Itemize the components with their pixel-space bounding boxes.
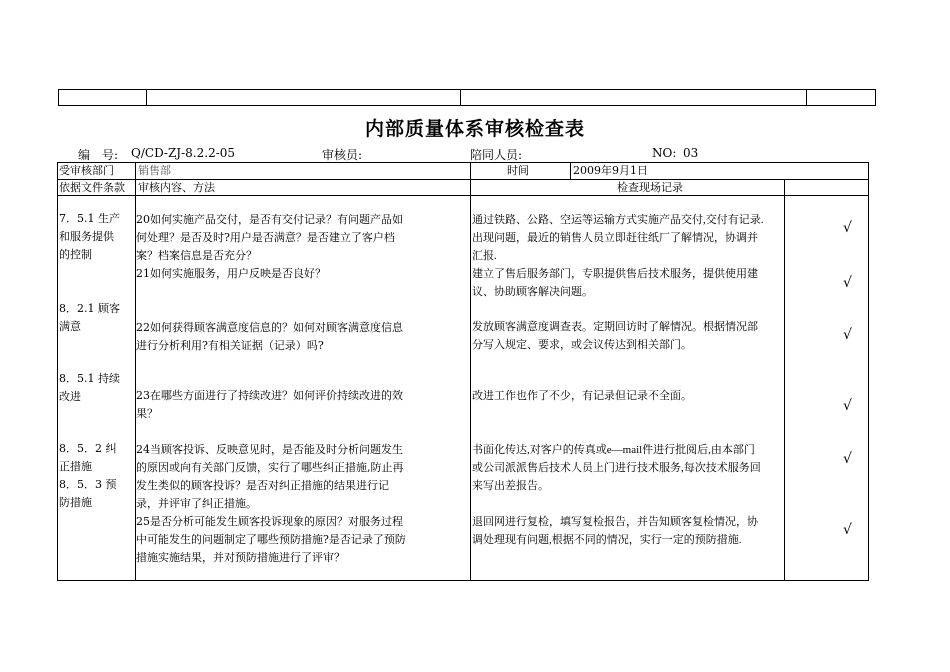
check-mark: √: [843, 398, 852, 414]
header-bar: [58, 89, 876, 106]
header-content: 审核内容、方法: [138, 181, 215, 194]
code-value: Q/CD-ZJ-8.2.2-05: [131, 146, 236, 160]
question-20: 20如何实施产品交付，是否有交付记录？有问题产品如 何处理？是否及时?用户是否满意？是否建立了客户档 案？档案信息是否充分？ 21如何实施服务，用户反映是否良好？: [136, 211, 470, 283]
header-bar-divider: [806, 90, 807, 105]
question-24: 24当顾客投诉、反映意见时，是否能及时分析问题发生 的原因或向有关部门反馈，实行了哪些纠正措施,防止再 发生类似的顾客投诉？是否对纠正措施的结果进行记 录，并评审了纠正措施。: [136, 443, 404, 510]
no-value: 03: [683, 146, 699, 160]
check-mark: √: [843, 522, 852, 538]
record-1: 通过铁路、公路、空运等运输方式实施产品交付,交付有记录. 出现问题，最近的销售人员立即赶往纸厂了解情况，协调并 汇报.: [472, 214, 764, 262]
check-mark: √: [843, 275, 852, 291]
table-rule: [57, 195, 869, 196]
table-rule: [57, 179, 869, 180]
check-mark: √: [843, 451, 852, 467]
header-bar-divider: [146, 90, 147, 105]
check-mark: √: [843, 327, 852, 343]
table-rule: [570, 162, 571, 179]
time-value: 2009年9月1日: [573, 164, 648, 177]
companion-label: 陪同人员:: [470, 148, 523, 162]
question-23: 23在哪些方面进行了持续改进？如何评价持续改进的效 果？: [136, 389, 403, 420]
clause-8-5-2-3: 8．5．2 纠 正措施 8．5．3 预 防措施: [59, 442, 117, 509]
table-rule: [470, 162, 471, 580]
clause-8-5-1: 8．5.1 持续 改进: [59, 372, 120, 403]
time-label: 时间: [507, 164, 529, 177]
record-6: 退回网进行复检，填写复检报告，并告知顾客复检情况，协 调处理现有问题,根据不同的情况，实行一定的预防措施.: [472, 516, 758, 546]
table-border: [57, 580, 869, 581]
header-clause: 依据文件条款: [59, 181, 125, 194]
question-21: 21如何实施服务，用户反映是否良好？: [136, 267, 326, 280]
code-label: 编 号:: [78, 148, 119, 162]
header-record: 检查现场记录: [617, 181, 683, 194]
question-22: 22如何获得顾客满意度信息的？如何对顾客满意度信息 进行分析利用?有相关证据（记录）吗?: [136, 321, 403, 352]
header-bar-divider: [460, 90, 461, 105]
record-2: 建立了售后服务部门，专职提供售后技术服务，提供使用建 议、协助顾客解决问题。: [472, 268, 758, 298]
question-25: 25是否分析可能发生顾客投诉现象的原因？对服务过程 中可能发生的问题制定了哪些预防措施?是否记录了预防 措施实施结果，并对预防措施进行了评审？: [136, 515, 406, 564]
no-label: NO:: [652, 146, 677, 160]
table-rule: [784, 179, 785, 580]
dept-label: 受审核部门: [59, 164, 114, 177]
table-border: [57, 162, 869, 163]
table-border: [57, 162, 58, 580]
clause-8-2-1: 8．2.1 顾客 满意: [59, 302, 120, 333]
document-title: 内部质量体系审核检查表: [364, 118, 585, 140]
record-4: 改进工作也作了不少，有记录但记录不全面。: [472, 390, 692, 402]
auditor-label: 审核员:: [322, 148, 363, 162]
record-5: 书面化传达,对客户的传真或e—mail件进行批阅后,由本部门 或公司派派售后技术人员上门进行技术服务,每次技术服务回 来写出差报告。: [472, 444, 761, 492]
audit-table: [57, 162, 869, 581]
clause-7-5-1: 7．5.1 生产 和服务提供 的控制: [59, 212, 120, 261]
record-3: 发放顾客满意度调查表。定期回访时了解情况。根据情况部 分写入规定、要求，或会议传达到相关部门。: [472, 321, 758, 351]
check-mark: √: [843, 220, 852, 236]
table-border: [868, 162, 869, 580]
dept-value: 销售部: [138, 164, 171, 177]
